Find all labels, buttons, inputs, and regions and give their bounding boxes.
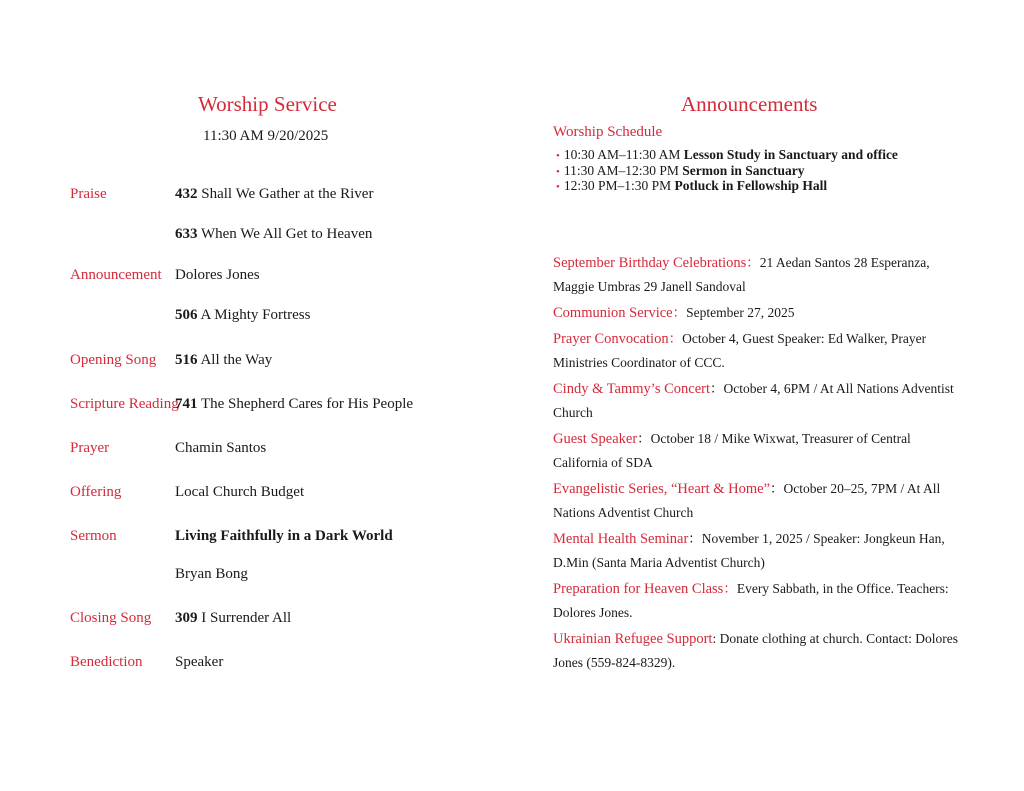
schedule-desc: Potluck in Fellowship Hall: [674, 178, 828, 193]
announcement-separator: ：: [710, 381, 724, 396]
hymn-number: 506: [175, 307, 198, 323]
announcement-refugee-support: [553, 627, 963, 675]
bullet-icon: •: [556, 181, 560, 193]
program-row-hymn-4: [70, 307, 490, 327]
hymn-number: 432: [175, 186, 198, 202]
program-text: When We All Get to Heaven: [200, 226, 373, 242]
announcement-text: October 20–25, 7PM / At All Nations Adventist Church: [553, 481, 941, 520]
program-text: All the Way: [200, 352, 273, 368]
program-text: Chamin Santos: [175, 440, 267, 456]
announcement-text: 21 Aedan Santos 28 Esperanza, Maggie Umbras 29 Janell Sandoval: [553, 255, 930, 294]
announcement-title: Cindy & Tammy’s Concert: [553, 381, 711, 397]
program-label: Closing Song: [70, 610, 152, 626]
program-row-opening-song: [70, 352, 490, 372]
program-text: Bryan Bong: [175, 566, 248, 582]
program-row-offering: [70, 484, 490, 504]
program-row-closing-song: [70, 610, 490, 630]
program-row-speaker-name: [70, 566, 490, 586]
announcement-text: Every Sabbath, in the Office. Teachers: Dolores Jones.: [553, 581, 949, 620]
program-text: The Shepherd Cares for His People: [200, 396, 414, 412]
announcement-title: Communion Service: [553, 305, 673, 321]
worship-schedule-list: [556, 148, 898, 195]
program-label: Offering: [70, 484, 122, 500]
program-row-praise: [70, 186, 490, 206]
program-text: Speaker: [175, 654, 224, 670]
service-time: 11:30 AM 9/20/2025: [203, 128, 329, 144]
announcement-separator: ：: [672, 305, 687, 320]
announcement-title: Guest Speaker: [553, 431, 638, 447]
schedule-item: [556, 179, 898, 195]
program-row-sermon: [70, 528, 490, 548]
schedule-time: 12:30 PM–1:30 PM: [563, 178, 672, 193]
program-label: Opening Song: [70, 352, 157, 368]
hymn-number: 741: [175, 396, 198, 412]
schedule-item: [556, 148, 898, 164]
announcement-separator: ：: [668, 331, 683, 346]
worship-schedule-heading: Worship Schedule: [553, 124, 663, 140]
program-label: Praise: [70, 186, 107, 202]
program-label: Prayer: [70, 440, 110, 456]
program-text: I Surrender All: [201, 610, 292, 626]
announcement-text: October 4, Guest Speaker: Ed Walker, Prayer Ministries Coordinator of CCC.: [553, 331, 927, 370]
hymn-number: 309: [175, 610, 198, 626]
announcement-separator: ：: [688, 531, 702, 546]
announcement-evangelistic-series: [553, 477, 963, 525]
program-label: Announcement: [70, 267, 162, 283]
schedule-time: 11:30 AM–12:30 PM: [563, 162, 679, 178]
program-label: Benediction: [70, 654, 143, 670]
announcement-title: Evangelistic Series, “Heart & Home”: [553, 481, 771, 497]
program-text: A Mighty Fortress: [200, 307, 311, 323]
announcement-separator: ：: [770, 481, 784, 496]
announcement-title: Ukrainian Refugee Support: [553, 631, 713, 647]
program-row-announcement: [70, 267, 490, 287]
hymn-number: 633: [175, 226, 198, 242]
program-row-hymn-2: [70, 226, 490, 246]
announcement-concert: [553, 377, 963, 425]
program-text: Local Church Budget: [175, 484, 305, 500]
announcement-title: Preparation for Heaven Class: [553, 581, 724, 597]
schedule-desc: Sermon in Sanctuary: [682, 162, 805, 178]
worship-service-title: Worship Service: [198, 92, 337, 116]
announcement-list: [553, 251, 963, 677]
program-row-prayer: [70, 440, 490, 460]
program-row-benediction: [70, 654, 490, 674]
schedule-desc: Lesson Study in Sanctuary and office: [683, 147, 898, 162]
program-label: Sermon: [70, 528, 117, 544]
announcement-title: Mental Health Seminar: [553, 531, 689, 547]
announcement-separator: ：: [637, 431, 651, 446]
schedule-item: [556, 164, 898, 180]
announcement-text: October 4, 6PM / At All Nations Adventist Church: [553, 381, 954, 420]
hymn-number: 516: [175, 352, 198, 368]
announcement-birthdays: [553, 251, 963, 299]
announcement-separator: ：: [746, 255, 760, 270]
bullet-icon: •: [556, 165, 560, 178]
announcement-text: October 18 / Mike Wixwat, Treasurer of Central California of SDA: [553, 431, 911, 470]
announcement-title: Prayer Convocation: [553, 331, 669, 347]
announcement-text: September 27, 2025: [686, 305, 795, 320]
bullet-icon: •: [556, 150, 560, 162]
announcement-separator: ：: [723, 581, 737, 596]
announcements-title: Announcements: [681, 92, 818, 116]
announcement-text: November 1, 2025 / Speaker: Jongkeun Han, D.Min (Santa Maria Adventist Church): [553, 531, 945, 570]
announcement-mental-health: [553, 527, 963, 575]
schedule-time: 10:30 AM–11:30 AM: [563, 147, 681, 162]
announcement-title: September Birthday Celebrations: [553, 255, 747, 271]
announcement-guest-speaker: [553, 427, 963, 475]
sermon-title: Living Faithfully in a Dark World: [175, 528, 393, 544]
announcement-text: Donate clothing at church. Contact: Dolores Jones (559-824-8329).: [553, 631, 959, 670]
program-text: Shall We Gather at the River: [201, 186, 374, 202]
announcement-separator: :: [712, 631, 717, 646]
announcement-prayer-convocation: [553, 327, 963, 375]
program-label: Scripture Reading: [70, 396, 179, 412]
program-text: Dolores Jones: [175, 267, 260, 283]
announcement-heaven-class: [553, 577, 963, 625]
program-row-scripture-reading: [70, 396, 490, 416]
announcement-communion: [553, 301, 963, 325]
